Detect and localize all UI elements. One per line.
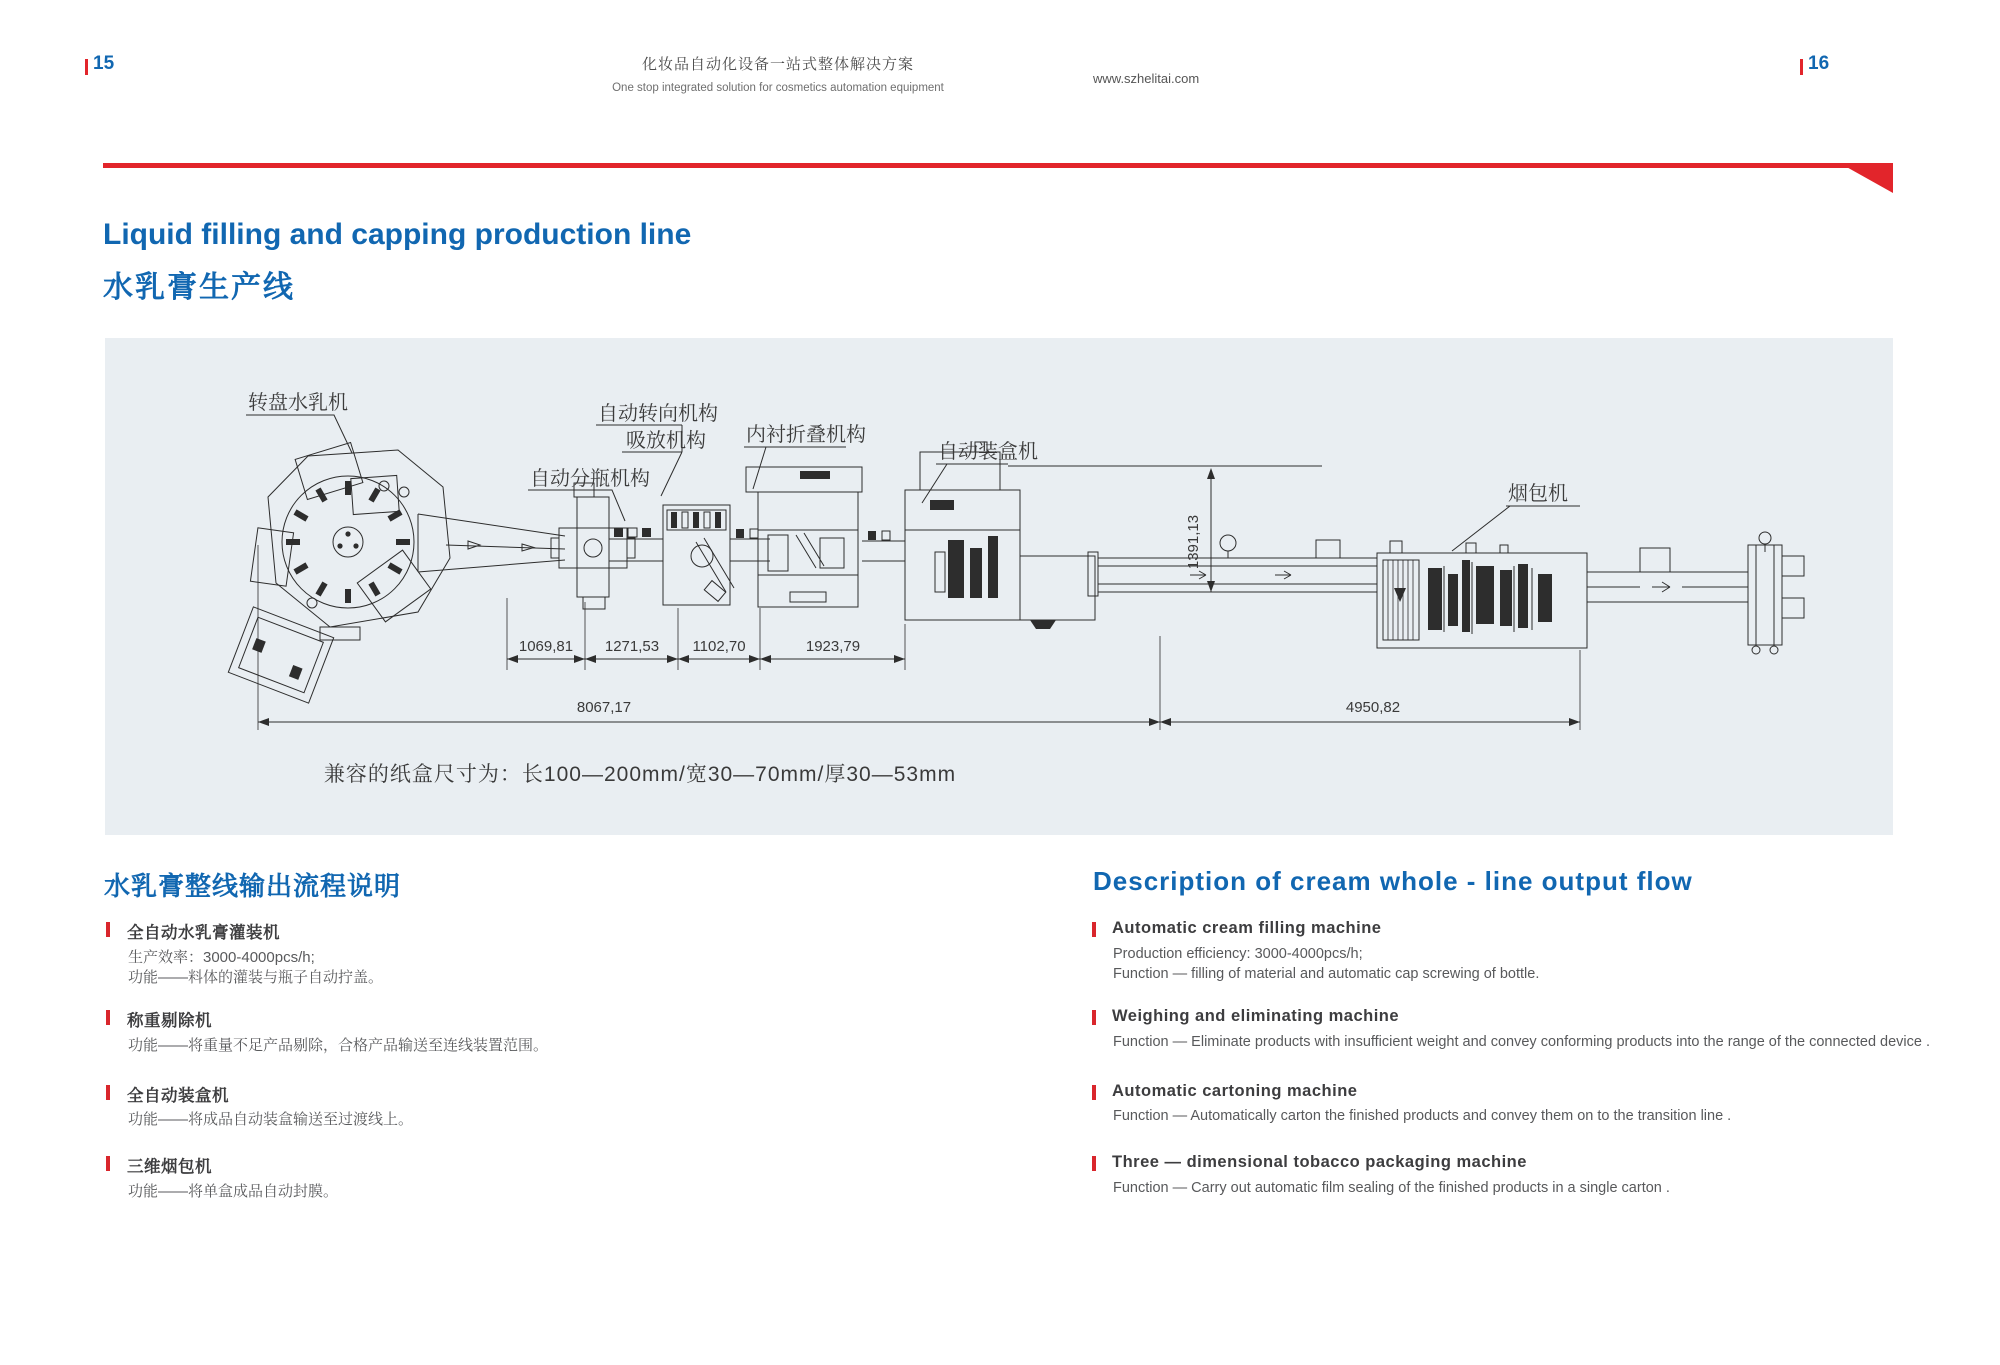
label-leader-lines <box>246 415 1580 551</box>
left-item-3-title: 全自动装盒机 <box>127 1087 229 1105</box>
transition-conveyor-drawing <box>1088 535 1377 596</box>
liner-folding-machine-drawing <box>746 467 862 607</box>
conveyor-blocks-b <box>730 529 770 561</box>
left-item-1-line-2: 功能——料体的灌装与瓶子自动拧盖。 <box>128 969 384 986</box>
right-item-1-line-2: Function — filling of material and automatic cap screwing of bottle. <box>1113 966 1540 982</box>
header-title-zh: 化妆品自动化设备一站式整体解决方案 <box>641 56 914 73</box>
label-rotary-machine: 转盘水乳机 <box>248 392 348 414</box>
label-liner-folding: 内衬折叠机构 <box>746 424 866 446</box>
cartoning-machine-drawing <box>905 442 1095 629</box>
item-bar <box>106 922 110 937</box>
item-bar <box>106 1156 110 1171</box>
dim-seg4: 1923,79 <box>805 638 861 655</box>
conveyor-blocks-a <box>609 528 663 561</box>
bottle-divider-drawing <box>551 483 635 609</box>
right-item-4-title: Three — dimensional tobacco packaging machine <box>1112 1153 1527 1171</box>
item-bar <box>106 1010 110 1025</box>
right-item-2-title: Weighing and eliminating machine <box>1112 1007 1400 1025</box>
label-cartoning-machine: 自动装盒机 <box>938 441 1038 463</box>
conveyor-blocks-c <box>862 531 905 561</box>
left-item-1-line-1: 生产效率：3000-4000pcs/h; <box>128 949 315 966</box>
item-bar <box>1092 1085 1096 1100</box>
tobacco-packaging-machine-drawing <box>1377 541 1587 648</box>
left-item-1-title: 全自动水乳膏灌装机 <box>127 924 280 942</box>
production-line-diagram <box>105 338 1893 835</box>
right-pagenum-bar <box>1800 59 1803 75</box>
left-item-2-title: 称重剔除机 <box>127 1012 212 1030</box>
left-item-3-line-1: 功能——将成品自动装盒输送至过渡线上。 <box>128 1111 414 1128</box>
label-suction-mechanism: 吸放机构 <box>626 430 706 452</box>
page-title-zh: 水乳膏生产线 <box>103 271 295 304</box>
left-item-2-line-1: 功能——将重量不足产品剔除，合格产品输送至连线装置范围。 <box>128 1037 549 1054</box>
left-item-4-line-1: 功能——将单盒成品自动封膜。 <box>128 1183 339 1200</box>
dim-seg3: 1102,70 <box>692 638 746 655</box>
right-item-1-line-1: Production efficiency: 3000-4000pcs/h; <box>1113 946 1363 962</box>
label-bottle-divider: 自动分瓶机构 <box>530 468 650 490</box>
item-bar <box>1092 1010 1096 1025</box>
diagram-caption: 兼容的纸盒尺寸为：长100—200mm/宽30—70mm/厚30—53mm <box>323 763 957 786</box>
diagram-panel <box>105 338 1893 835</box>
label-turning-mechanism: 自动转向机构 <box>598 403 718 425</box>
left-section-heading: 水乳膏整线输出流程说明 <box>104 871 402 901</box>
output-conveyor-drawing <box>1587 532 1804 654</box>
height-dimension <box>1008 466 1322 592</box>
right-item-2-line-1: Function — Eliminate products with insufficient weight and convey conforming products into the range of the connected device . <box>1113 1034 1931 1050</box>
red-rule <box>103 163 1893 195</box>
item-bar <box>1092 1156 1096 1171</box>
left-pagenum-bar <box>85 59 88 75</box>
dim-overall-right: 4950,82 <box>1345 699 1401 716</box>
label-packaging-machine: 烟包机 <box>1508 483 1568 505</box>
item-bar <box>1092 922 1096 937</box>
header-title-en: One stop integrated solution for cosmetics automation equipment <box>612 82 944 94</box>
dim-seg1: 1069,81 <box>518 638 574 655</box>
right-item-4-line-1: Function — Carry out automatic film sealing of the finished products in a single carton . <box>1113 1180 1670 1196</box>
dim-seg2: 1271,53 <box>604 638 660 655</box>
dim-overall-left: 8067,17 <box>576 699 632 716</box>
turning-suction-machine-drawing <box>663 505 734 605</box>
taper-conveyor-drawing <box>418 514 565 572</box>
website-link[interactable]: www.szhelitai.com <box>1093 71 1200 86</box>
left-item-4-title: 三维烟包机 <box>127 1158 212 1176</box>
right-page-number: 16 <box>1808 53 1830 74</box>
right-section-heading: Description of cream whole - line output flow <box>1093 866 1693 896</box>
right-item-3-line-1: Function — Automatically carton the finished products and convey them on to the transition line . <box>1113 1108 1732 1124</box>
red-corner-triangle <box>1843 165 1893 193</box>
dim-height: 1391,13 <box>1185 514 1202 570</box>
page-title-en: Liquid filling and capping production line <box>103 218 692 251</box>
left-page-number: 15 <box>93 53 115 74</box>
rotary-emulsion-machine-drawing <box>228 442 450 703</box>
right-item-3-title: Automatic cartoning machine <box>1112 1082 1358 1100</box>
item-bar <box>106 1085 110 1100</box>
right-item-1-title: Automatic cream filling machine <box>1112 919 1382 937</box>
